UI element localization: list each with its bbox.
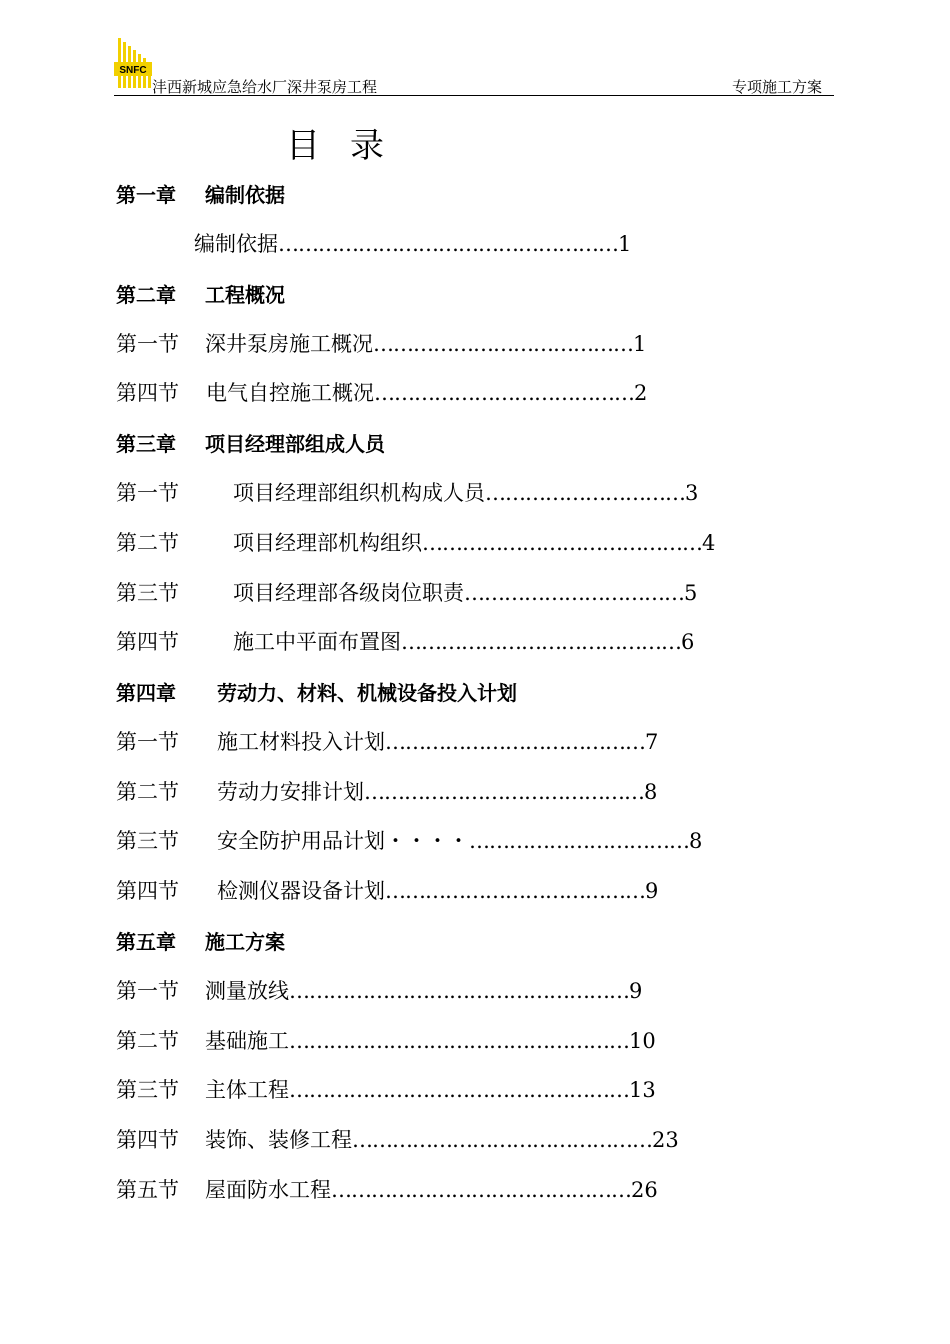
chapter-label: 第二章 bbox=[116, 283, 176, 307]
entry-leader: ………………………………… bbox=[385, 730, 645, 754]
toc-chapter bbox=[116, 280, 285, 310]
entry-page: 13 bbox=[629, 1078, 656, 1102]
header-project-name: 沣西新城应急给水厂深井泵房工程 bbox=[152, 78, 378, 96]
chapter-title: 编制依据 bbox=[205, 183, 285, 207]
entry-page: 6 bbox=[681, 630, 695, 654]
chapter-title: 劳动力、材料、机械设备投入计划 bbox=[217, 681, 517, 705]
entry-leader: …………………………………………… bbox=[289, 979, 629, 1003]
entry-title: 安全防护用品计划・・・・ bbox=[217, 829, 469, 853]
header-divider bbox=[114, 95, 834, 96]
entry-leader: ……………………………………… bbox=[331, 1178, 631, 1202]
entry-label: 第二节 bbox=[116, 531, 179, 555]
entry-title: 基础施工 bbox=[205, 1029, 289, 1053]
entry-title: 测量放线 bbox=[205, 979, 289, 1003]
entry-page: 1 bbox=[618, 232, 632, 256]
entry-page: 9 bbox=[629, 979, 643, 1003]
header-doc-type: 专项施工方案 bbox=[731, 78, 822, 96]
entry-leader: …………………………………………… bbox=[278, 232, 618, 256]
entry-label: 第四节 bbox=[116, 381, 179, 405]
entry-page: 23 bbox=[652, 1128, 679, 1152]
entry-title: 施工材料投入计划 bbox=[217, 730, 385, 754]
entry-label: 第一节 bbox=[116, 979, 179, 1003]
entry-title: 主体工程 bbox=[205, 1078, 289, 1102]
chapter-title: 工程概况 bbox=[205, 283, 285, 307]
toc-entry bbox=[116, 876, 658, 906]
entry-label: 第一节 bbox=[116, 730, 179, 754]
toc-entry bbox=[116, 329, 646, 359]
entry-leader: …………………………… bbox=[469, 829, 689, 853]
logo-text: SNFC bbox=[119, 65, 147, 76]
entry-label: 第三节 bbox=[116, 581, 179, 605]
toc-chapter bbox=[116, 429, 385, 459]
toc-entry bbox=[116, 976, 642, 1006]
toc-entry bbox=[116, 1026, 656, 1056]
toc-entry bbox=[116, 528, 715, 558]
chapter-label: 第三章 bbox=[116, 432, 176, 456]
toc-entry bbox=[116, 727, 658, 757]
entry-label: 第一节 bbox=[116, 481, 179, 505]
entry-page: 1 bbox=[633, 332, 647, 356]
chapter-title: 施工方案 bbox=[205, 930, 285, 954]
entry-title: 编制依据 bbox=[194, 232, 278, 256]
toc-entry bbox=[116, 1075, 656, 1105]
toc-chapter bbox=[116, 927, 285, 957]
toc-entry bbox=[116, 1125, 679, 1155]
entry-page: 26 bbox=[631, 1178, 658, 1202]
entry-label: 第二节 bbox=[116, 780, 179, 804]
page-header bbox=[114, 34, 834, 98]
entry-title: 项目经理部组织机构成人员 bbox=[233, 481, 485, 505]
entry-page: 8 bbox=[644, 780, 658, 804]
toc-entry bbox=[116, 378, 647, 408]
toc-chapter bbox=[116, 180, 285, 210]
entry-label: 第四节 bbox=[116, 1128, 179, 1152]
chapter-label: 第一章 bbox=[116, 183, 176, 207]
entry-page: 2 bbox=[634, 381, 648, 405]
entry-leader: …………………………………… bbox=[401, 630, 681, 654]
entry-label: 第一节 bbox=[116, 332, 179, 356]
chapter-label: 第四章 bbox=[116, 681, 176, 705]
entry-page: 7 bbox=[645, 730, 659, 754]
chapter-title: 项目经理部组成人员 bbox=[205, 432, 385, 456]
toc-entry bbox=[116, 627, 694, 657]
entry-label: 第三节 bbox=[116, 1078, 179, 1102]
entry-page: 8 bbox=[689, 829, 703, 853]
chapter-label: 第五章 bbox=[116, 930, 176, 954]
entry-title: 电气自控施工概况 bbox=[206, 381, 374, 405]
entry-leader: ………………………………… bbox=[373, 332, 633, 356]
toc-entry bbox=[116, 777, 657, 807]
toc-entry bbox=[116, 578, 697, 608]
entry-title: 深井泵房施工概况 bbox=[205, 332, 373, 356]
entry-page: 3 bbox=[685, 481, 699, 505]
entry-label: 第三节 bbox=[116, 829, 179, 853]
entry-leader: ………………………………… bbox=[385, 879, 645, 903]
toc-entry bbox=[116, 1175, 658, 1205]
entry-page: 10 bbox=[629, 1029, 656, 1053]
entry-title: 项目经理部机构组织 bbox=[233, 531, 422, 555]
entry-page: 5 bbox=[684, 581, 698, 605]
entry-label: 第四节 bbox=[116, 879, 179, 903]
entry-leader: …………………………………… bbox=[364, 780, 644, 804]
entry-title: 施工中平面布置图 bbox=[233, 630, 401, 654]
entry-title: 屋面防水工程 bbox=[205, 1178, 331, 1202]
snfc-logo bbox=[114, 36, 152, 92]
entry-title: 劳动力安排计划 bbox=[217, 780, 364, 804]
entry-leader: ……………………………………… bbox=[352, 1128, 652, 1152]
entry-leader: …………………………………………… bbox=[289, 1029, 629, 1053]
entry-title: 项目经理部各级岗位职责 bbox=[233, 581, 464, 605]
toc-chapter bbox=[116, 678, 517, 708]
entry-leader: ………………………………… bbox=[374, 381, 634, 405]
entry-leader: …………………………………………… bbox=[289, 1078, 629, 1102]
entry-leader: …………………………………… bbox=[422, 531, 702, 555]
entry-title: 检测仪器设备计划 bbox=[217, 879, 385, 903]
toc-title: 目录 bbox=[286, 126, 414, 166]
entry-label: 第五节 bbox=[116, 1178, 179, 1202]
entry-label: 第四节 bbox=[116, 630, 179, 654]
toc-entry bbox=[116, 826, 702, 856]
entry-leader: ………………………… bbox=[485, 481, 685, 505]
entry-label: 第二节 bbox=[116, 1029, 179, 1053]
entry-page: 4 bbox=[702, 531, 716, 555]
toc-entry bbox=[116, 229, 631, 259]
toc-entry bbox=[116, 478, 698, 508]
entry-leader: …………………………… bbox=[464, 581, 684, 605]
entry-title: 装饰、装修工程 bbox=[205, 1128, 352, 1152]
entry-page: 9 bbox=[645, 879, 659, 903]
